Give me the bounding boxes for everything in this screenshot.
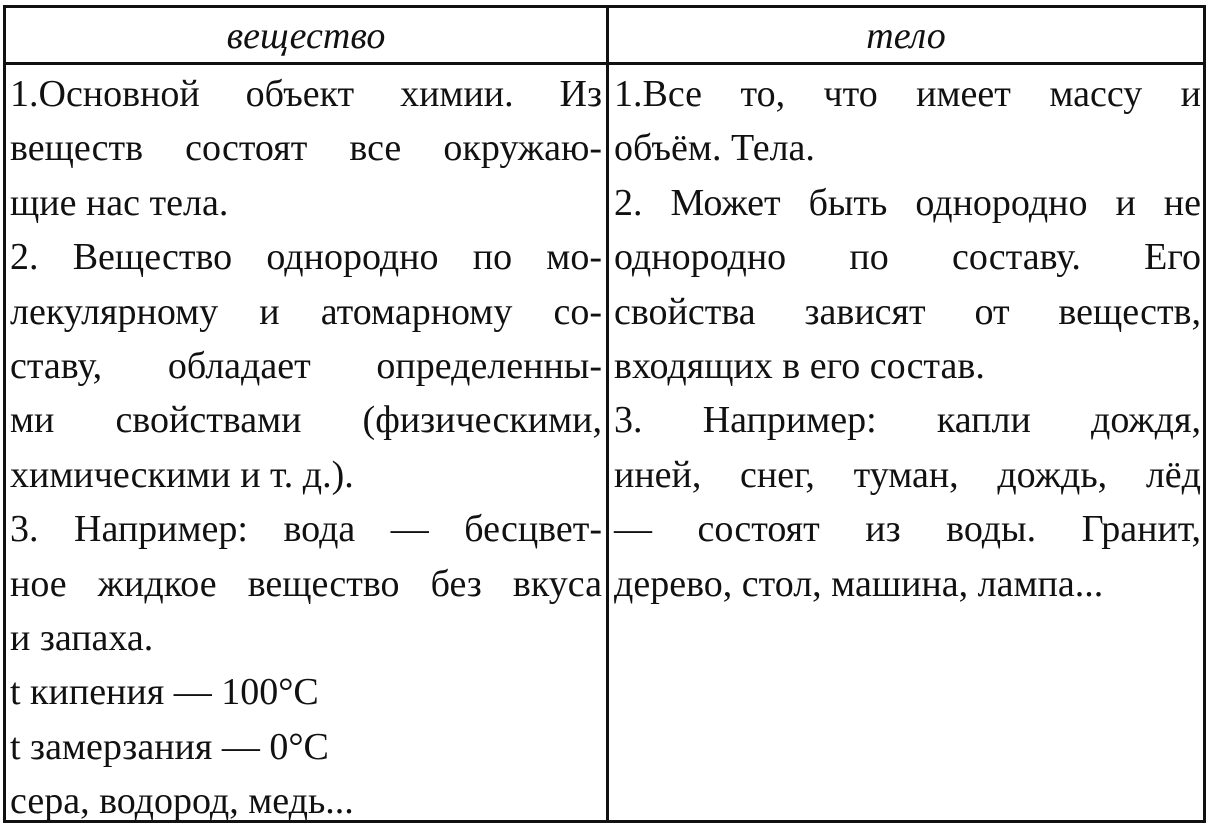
body-text-line: свойства зависят от веществ, — [614, 290, 1201, 333]
body-text-line: 3. Например: капли дождя, — [614, 399, 1201, 442]
header-divider — [6, 62, 1203, 65]
substance-text-line: щие нас тела. — [10, 181, 229, 224]
substance-text-line: t кипения — 100°С — [10, 671, 319, 714]
body-cell — [609, 67, 1203, 611]
body-text-line: 1.Все то, что имеет массу и — [614, 73, 1201, 115]
substance-text-line: 1.Основной объект химии. Из — [10, 73, 602, 115]
body-text-line: объём. Тела. — [614, 127, 815, 170]
substance-text-line: веществ состоят все окружаю- — [10, 127, 602, 170]
substance-cell — [6, 67, 606, 828]
substance-text-line: ставу, обладает определенны- — [10, 344, 602, 387]
body-text-line: однородно по составу. Его — [614, 236, 1201, 279]
body-text-line: дерево, стол, машина, лампа... — [614, 562, 1104, 605]
substance-text-line: ми свойствами (физическими, — [10, 399, 602, 442]
substance-text-line: химическими и т. д.). — [10, 453, 354, 496]
substance-text-line: 2. Вещество однородно по мо- — [10, 236, 602, 279]
body-text-line: — состоят из воды. Гранит, — [614, 508, 1201, 551]
body-text-line: иней, снег, туман, дождь, лёд — [614, 453, 1201, 496]
substance-text-line: t замерзания — 0°С — [10, 725, 329, 768]
substance-text-line: 3. Например: вода — бесцвет- — [10, 508, 602, 551]
substance-text-line: лекулярному и атомарному со- — [10, 290, 602, 333]
header-substance: вещество — [226, 15, 386, 57]
header-body: тело — [866, 15, 946, 57]
substance-text-line: ное жидкое вещество без вкуса — [10, 562, 602, 605]
body-text-line: 2. Может быть однородно и не — [614, 181, 1201, 224]
comparison-table — [3, 5, 1206, 823]
substance-text-line: и запаха. — [10, 616, 154, 659]
substance-text-line: сера, водород, медь... — [10, 780, 354, 823]
body-text-line: входящих в его состав. — [614, 344, 985, 387]
